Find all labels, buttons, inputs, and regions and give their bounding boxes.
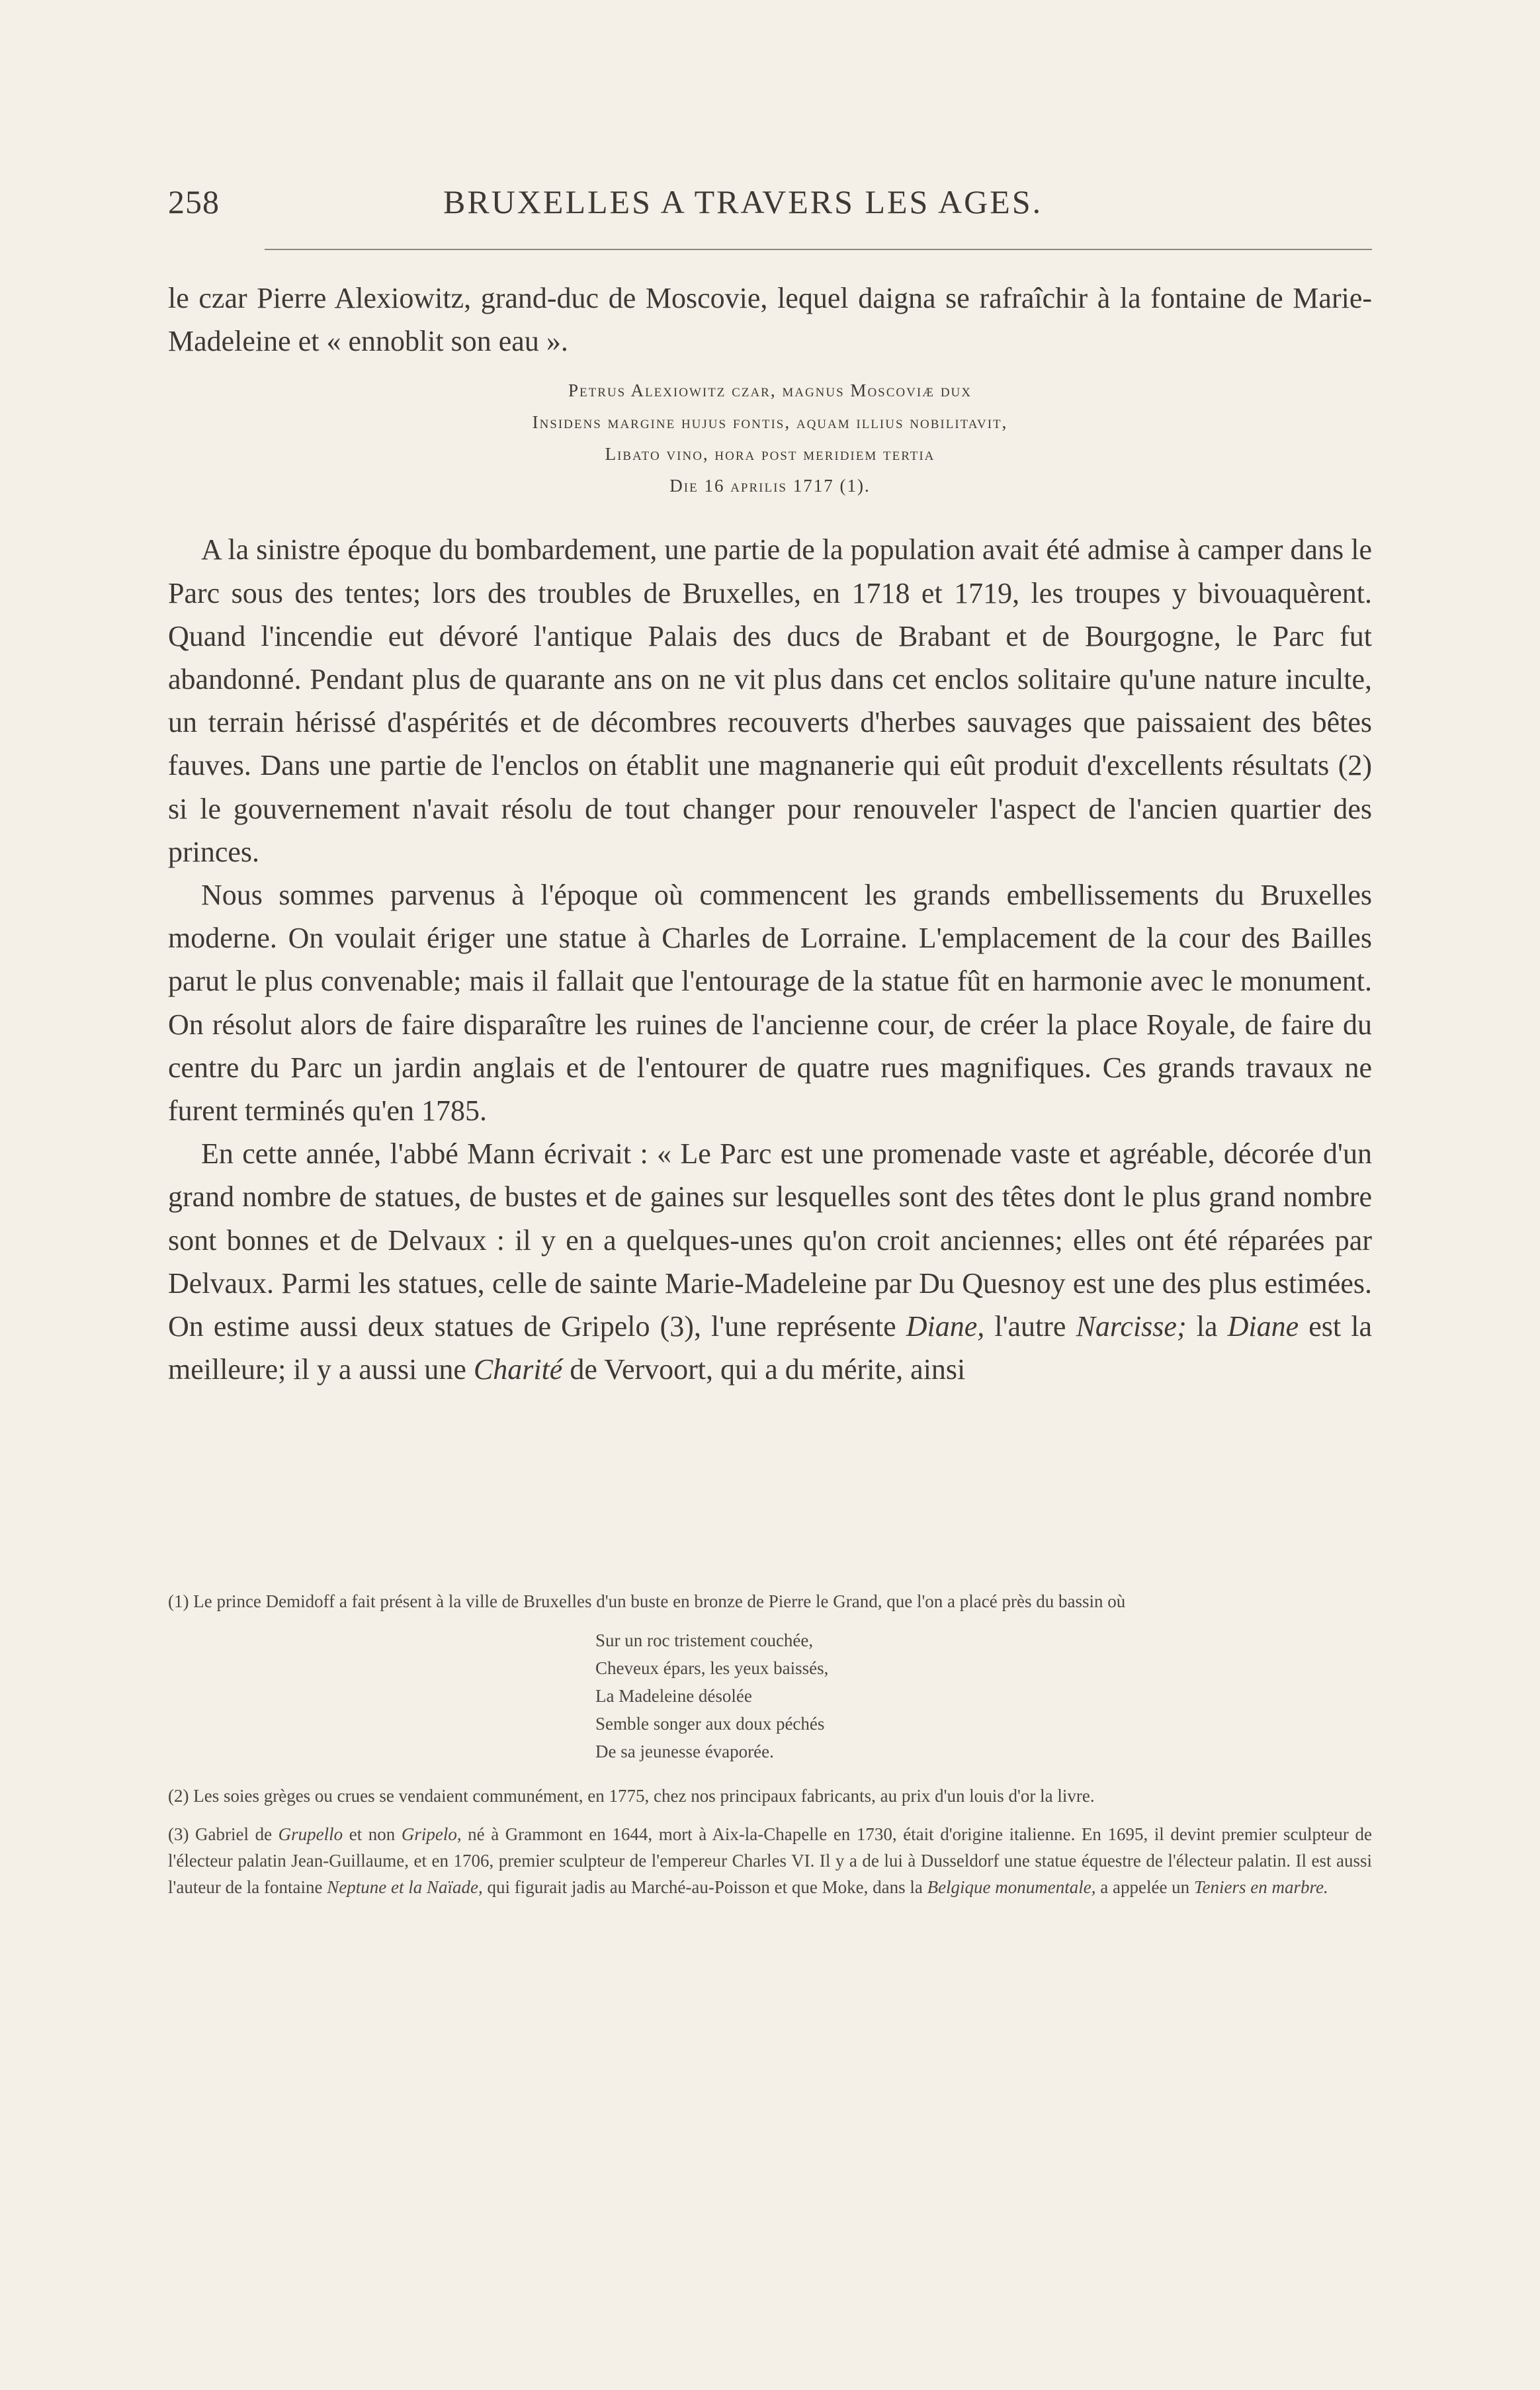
poem-line: Sur un roc tristement couchée, bbox=[595, 1630, 814, 1650]
text-run: En cette année, l'abbé Mann écrivait : « Le Parc est une promenade vaste et agréable, décorée d'un grand nombre de statues, de bustes et de gaines sur lesquelles sont des têtes dont le plus grand nombre sont bonnes et de Delvaux : il y en a quelques-unes qu'on croit anciennes; elles ont été réparées par Delvaux. Parmi les statues, celle de sainte Marie-Madeleine par Du Quesnoy est une des plus estimées. On estime aussi deux statues de Gripelo (3), l'une représente bbox=[168, 1137, 1372, 1343]
text-run: de Vervoort, qui a du mérite, ainsi bbox=[562, 1353, 966, 1386]
running-title: BRUXELLES A TRAVERS LES AGES. bbox=[443, 183, 1043, 220]
paragraph-continuation: le czar Pierre Alexiowitz, grand-duc de Moscovie, lequel daigna se rafraîchir à la fontaine de Marie-Madeleine et « ennoblit son eau ». bbox=[168, 282, 1372, 358]
italic-narcisse: Narcisse; bbox=[1076, 1310, 1187, 1343]
page-header bbox=[168, 183, 1372, 229]
page-number: 258 bbox=[168, 183, 220, 220]
text-run: et non bbox=[343, 1824, 402, 1844]
footnotes bbox=[168, 1588, 1372, 1912]
text-run: né à Grammont en 1644, mort à Aix-la-Chapelle en 1730, était d'origine italienne. En 1695, il devint premier sculpteur de l'électeur palatin Jean-Guillaume, et en 1706, premier sculpteur de l'empereur Charles VI. Il y a de lui à Dusseldorf une statue équestre de l'électeur palatin. Il est aussi l'auteur de la fontaine bbox=[168, 1824, 1372, 1897]
italic-teniers: Teniers en marbre. bbox=[1193, 1877, 1328, 1897]
inscription-line: Petrus Alexiowitz czar, magnus Moscoviæ dux bbox=[568, 380, 972, 401]
italic-gripelo: Gripelo, bbox=[401, 1824, 462, 1844]
italic-diane: Diane, bbox=[906, 1310, 985, 1343]
footnote-3 bbox=[168, 1821, 1372, 1900]
poem-line: De sa jeunesse évaporée. bbox=[595, 1742, 774, 1761]
header-rule bbox=[265, 249, 1372, 250]
italic-grupello: Grupello bbox=[278, 1824, 343, 1844]
inscription-line: Insidens margine hujus fontis, aquam illius nobilitavit, bbox=[532, 412, 1008, 433]
main-text bbox=[168, 277, 1372, 1391]
text-run: l'autre bbox=[984, 1310, 1076, 1343]
paragraph-embellissements: Nous sommes parvenus à l'époque où commencent les grands embellissements du Bruxelles moderne. On voulait ériger une statue à Charles de Lorraine. L'emplacement de la cour des Bailles parut le plus convenable; mais il fallait que l'entourage de la statue fût en harmonie avec le monument. On résolut alors de faire disparaître les ruines de l'ancienne cour, de créer la place Royale, de faire du centre du Parc un jardin anglais et de l'entourer de quatre rues magnifiques. Ces grands travaux ne furent terminés qu'en 1785. bbox=[168, 879, 1372, 1128]
text-run: la bbox=[1186, 1310, 1228, 1343]
paragraph-bombardement: A la sinistre époque du bombardement, une partie de la population avait été admise à camper dans le Parc sous des tentes; lors des troubles de Bruxelles, en 1718 et 1719, les troupes y bivouaquèrent. Quand l'incendie eut dévoré l'antique Palais des ducs de Brabant et de Bourgogne, le Parc fut abandonné. Pendant plus de quarante ans on ne vit plus dans cet enclos solitaire qu'une nature inculte, un terrain hérissé d'aspérités et de décombres recouverts d'herbes sauvages que paissaient des bêtes fauves. Dans une partie de l'enclos on établit une magnanerie qui eût produit d'excellents résultats (2) si le gouvernement n'avait résolu de tout changer pour renouveler l'aspect de l'ancien quartier des princes. bbox=[168, 533, 1372, 868]
footnote-1: (1) Le prince Demidoff a fait présent à la ville de Bruxelles d'un buste en bronze de Pierre le Grand, que l'on a placé près du bassin où bbox=[168, 1591, 1126, 1611]
poem-line: La Madeleine désolée bbox=[595, 1686, 752, 1706]
italic-neptune: Neptune et la Naïade, bbox=[327, 1877, 483, 1897]
italic-diane-2: Diane bbox=[1227, 1310, 1299, 1343]
footnote-2: (2) Les soies grèges ou crues se vendaient communément, en 1775, chez nos principaux fabricants, au prix d'un louis d'or la livre. bbox=[168, 1786, 1095, 1806]
latin-inscription bbox=[168, 375, 1372, 502]
text-run: (3) Gabriel de bbox=[168, 1824, 278, 1844]
inscription-line: Libato vino, hora post meridiem tertia bbox=[605, 444, 935, 465]
paragraph-abbe-mann bbox=[168, 1132, 1372, 1391]
poem-line: Semble songer aux doux péchés bbox=[595, 1714, 825, 1734]
text-run: est la meilleure; il y a aussi une bbox=[168, 1310, 1372, 1386]
footnote-poem bbox=[595, 1626, 1372, 1765]
italic-charite: Charité bbox=[473, 1353, 563, 1386]
poem-line: Cheveux épars, les yeux baissés, bbox=[595, 1658, 829, 1678]
text-run: qui figurait jadis au Marché-au-Poisson et que Moke, dans la bbox=[482, 1877, 927, 1897]
inscription-line: Die 16 aprilis 1717 (1). bbox=[669, 476, 871, 496]
text-run: a appelée un bbox=[1095, 1877, 1194, 1897]
italic-belgique: Belgique monumentale, bbox=[927, 1877, 1096, 1897]
